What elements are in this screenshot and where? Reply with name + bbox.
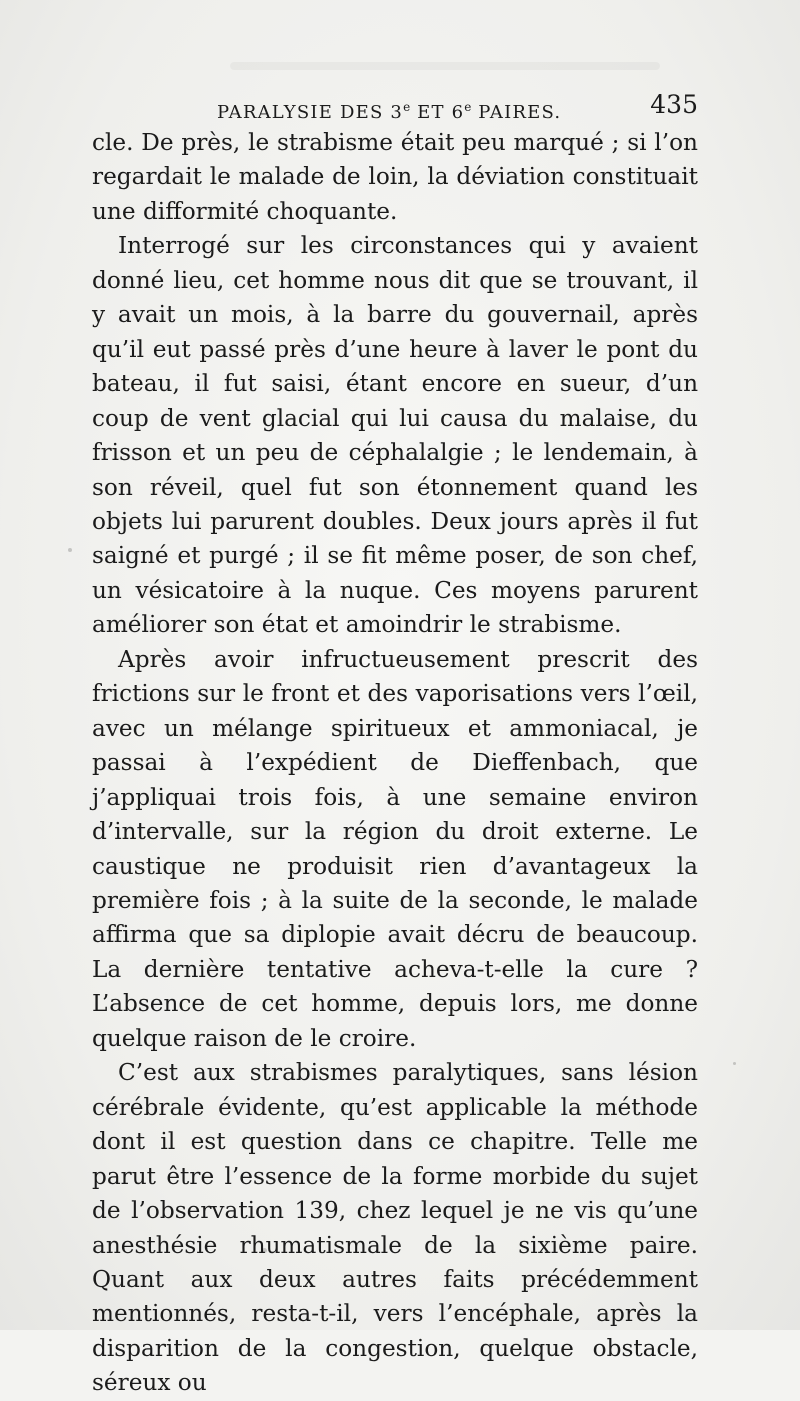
paragraph-treatment: Après avoir infructueusement prescrit des frictions sur le front et des vaporisations vers l’œil, avec un mélange spiritueux et ammoniacal, je passai à l’expédient de Dieffenbach, que j’appliquai trois fois, à une semaine environ d’intervalle, sur la région du droit externe. Le caustique ne produisit rien d’avantageux la première fois ; à la suite de la seconde, le malade affirma que sa diplopie avait décru de beaucoup. La dernière tentative acheva-t-elle la cure ? L’absence de cet homme, depuis lors, me donne quelque raison de le croire. [92,645,698,1052]
running-head-part-1: PARALYSIE DES 3 [217,102,404,123]
running-head-superscript-2: e [464,100,472,114]
paragraph-continuation: cle. De près, le strabisme était peu marqué ; si l’on regardait le malade de loin, la déviation constituait une difformité choquante. [92,129,698,225]
running-head-part-2: ET 6 [410,102,465,123]
paper-speck [733,1062,736,1065]
paragraph-method: C’est aux strabismes paralytiques, sans lésion cérébrale évidente, qu’est applicable la méthode dont il est question dans ce chapitre. Telle me parut être l’essence de la forme morbide du sujet de l’observation 139, chez lequel je ne vis qu’une anesthésie rhumatismale de la sixième paire. Quant aux deux autres faits précédemment mentionnés, resta-t-il, vers l’encéphale, après la disparition de la congestion, quelque obstacle, séreux ou [92,1059,698,1397]
paper-speck [68,548,72,552]
page-header [92,92,698,122]
running-head [217,92,561,128]
page-number: 435 [650,90,698,119]
paper-speck [262,1248,267,1253]
bleed-through-shadow [230,62,660,70]
body-text [92,126,698,1401]
running-head-part-3: PAIRES. [471,102,562,123]
running-head-superscript-1: e [403,100,411,114]
paragraph-interrogation: Interrogé sur les circonstances qui y avaient donné lieu, cet homme nous dit que se trouvant, il y avait un mois, à la barre du gouvernail, après qu’il eut passé près d’une heure à laver le pont du bateau, il fut saisi, étant encore en sueur, d’un coup de vent glacial qui lui causa du malaise, du frisson et un peu de céphalalgie ; le lendemain, à son réveil, quel fut son étonnement quand les objets lui parurent doubles. Deux jours après il fut saigné et purgé ; il se fit même poser, de son chef, un vésicatoire à la nuque. Ces moyens parurent améliorer son état et amoindrir le strabisme. [92,232,698,639]
